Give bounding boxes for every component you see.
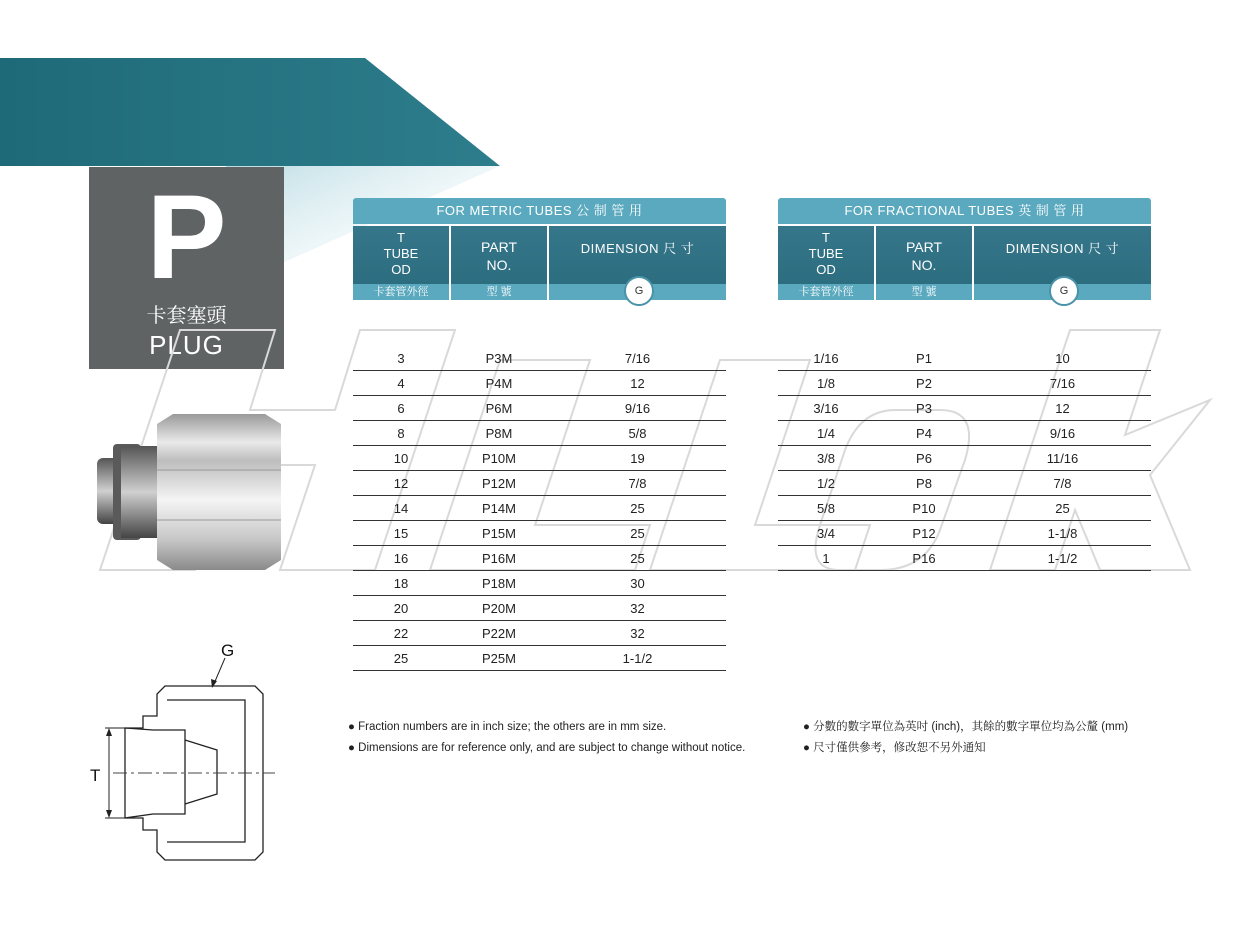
dimension-cell: 12 [549,371,726,396]
col-label: OD [816,262,836,277]
note-line: ● 分數的數字單位為英吋 (inch)，其餘的數字單位均為公釐 (mm) [803,721,1129,733]
part-no-cell: P6M [449,396,549,421]
tube-od-cell: 25 [353,646,449,671]
tube-od-cell: 1/8 [778,371,874,396]
part-no-cell: P12M [449,471,549,496]
table-row [353,371,726,396]
table-row [353,421,726,446]
table-row [353,646,726,671]
col-label: NO. [486,257,512,273]
dimension-cell: 9/16 [974,421,1151,446]
tube-od-cell: 3/16 [778,396,874,421]
table-row [778,546,1151,571]
tube-od-cell: 10 [353,446,449,471]
dimension-cell: 25 [549,496,726,521]
table-row [353,621,726,646]
metric-col-part-no [451,226,547,284]
fractional-col-tube-od-sub: 卡套管外徑 [778,284,874,300]
col-label: NO. [911,257,937,273]
tube-od-cell: 1/2 [778,471,874,496]
table-row [353,496,726,521]
part-no-cell: P16 [874,546,974,571]
dimension-cell: 7/8 [974,471,1151,496]
dimension-cell: 5/8 [549,421,726,446]
drawing-label-g: G [221,641,235,660]
table-row [778,396,1151,421]
col-label: TUBE [383,246,419,261]
table-row [778,521,1151,546]
dimension-cell: 30 [549,571,726,596]
dimension-cell: 32 [549,596,726,621]
tube-od-cell: 3/4 [778,521,874,546]
dimension-cell: 9/16 [549,396,726,421]
dimension-cell: 7/16 [974,371,1151,396]
dimension-cell: 7/16 [549,346,726,371]
tube-od-cell: 22 [353,621,449,646]
part-no-cell: P18M [449,571,549,596]
table-row [353,521,726,546]
metric-col-part-no-sub: 型 號 [451,284,547,300]
table-row [353,546,726,571]
notes-chinese [803,717,1128,759]
metric-table-title: FOR METRIC TUBES 公 制 管 用 [353,198,726,224]
table-row [353,346,726,371]
table-row [778,421,1151,446]
tube-od-cell: 20 [353,596,449,621]
part-no-cell: P16M [449,546,549,571]
technical-drawing [85,638,285,868]
col-label: T [822,230,830,245]
fractional-col-part-no [876,226,972,284]
tube-od-cell: 12 [353,471,449,496]
dimension-cell: 1-1/2 [974,546,1151,571]
dimension-cell: 12 [974,396,1151,421]
col-label: T [397,230,405,245]
col-label: PART [480,239,518,255]
tube-od-cell: 4 [353,371,449,396]
tube-od-cell: 14 [353,496,449,521]
table-row [353,396,726,421]
part-no-cell: P14M [449,496,549,521]
note-line: ● Fraction numbers are in inch size; the others are in mm size. [348,721,667,733]
dimension-cell: 25 [549,546,726,571]
part-no-cell: P6 [874,446,974,471]
product-letter: P [146,170,227,304]
part-no-cell: P20M [449,596,549,621]
notes-english [348,717,745,759]
fractional-table-title: FOR FRACTIONAL TUBES 英 制 管 用 [778,198,1151,224]
col-label: DIMENSION 尺 寸 [580,241,695,256]
metric-table-header [353,198,726,303]
col-label: PART [905,239,943,255]
part-no-cell: P2 [874,371,974,396]
part-no-cell: P25M [449,646,549,671]
dimension-cell: 32 [549,621,726,646]
part-no-cell: P10 [874,496,974,521]
table-row [353,446,726,471]
tube-od-cell: 18 [353,571,449,596]
note-line: ● Dimensions are for reference only, and are subject to change without notice. [348,742,746,754]
fractional-table [778,346,1151,571]
product-name-zh: 卡套塞頭 [146,303,227,327]
table-row [353,596,726,621]
tube-od-cell: 1/16 [778,346,874,371]
fractional-table-header [778,198,1151,303]
table-row [778,446,1151,471]
table-row [778,471,1151,496]
metric-table [353,346,726,671]
part-no-cell: P8 [874,471,974,496]
table-row [353,471,726,496]
part-no-cell: P1 [874,346,974,371]
tube-od-cell: 15 [353,521,449,546]
part-no-cell: P10M [449,446,549,471]
dimension-cell: 10 [974,346,1151,371]
tube-od-cell: 1 [778,546,874,571]
fractional-col-tube-od [778,226,874,284]
part-no-cell: P22M [449,621,549,646]
tube-od-cell: 1/4 [778,421,874,446]
col-label: DIMENSION 尺 寸 [1005,241,1120,256]
dimension-cell: 11/16 [974,446,1151,471]
part-no-cell: P3M [449,346,549,371]
part-no-cell: P3 [874,396,974,421]
part-no-cell: P8M [449,421,549,446]
product-photo [95,410,305,580]
dimension-cell: 25 [549,521,726,546]
note-line: ● 尺寸僅供參考，修改恕不另外通知 [803,742,986,754]
part-no-cell: P15M [449,521,549,546]
dimension-cell: 25 [974,496,1151,521]
tube-od-cell: 3 [353,346,449,371]
metric-col-tube-od-sub: 卡套管外徑 [353,284,449,300]
table-row [778,496,1151,521]
tube-od-cell: 6 [353,396,449,421]
part-no-cell: P12 [874,521,974,546]
table-row [778,346,1151,371]
col-label: OD [391,262,411,277]
dimension-cell: 19 [549,446,726,471]
table-row [778,371,1151,396]
part-no-cell: P4M [449,371,549,396]
tube-od-cell: 5/8 [778,496,874,521]
tube-od-cell: 3/8 [778,446,874,471]
col-label: TUBE [808,246,844,261]
dimension-cell: 1-1/2 [549,646,726,671]
tube-od-cell: 8 [353,421,449,446]
dimension-cell: 7/8 [549,471,726,496]
metric-dimension-g-marker: G [624,276,654,306]
metric-col-tube-od [353,226,449,284]
fractional-dimension-g-marker: G [1049,276,1079,306]
table-row [353,571,726,596]
dimension-cell: 1-1/8 [974,521,1151,546]
product-name-en: PLUG [149,330,224,360]
part-no-cell: P4 [874,421,974,446]
fractional-col-part-no-sub: 型 號 [876,284,972,300]
tube-od-cell: 16 [353,546,449,571]
drawing-label-t: T [90,766,101,785]
